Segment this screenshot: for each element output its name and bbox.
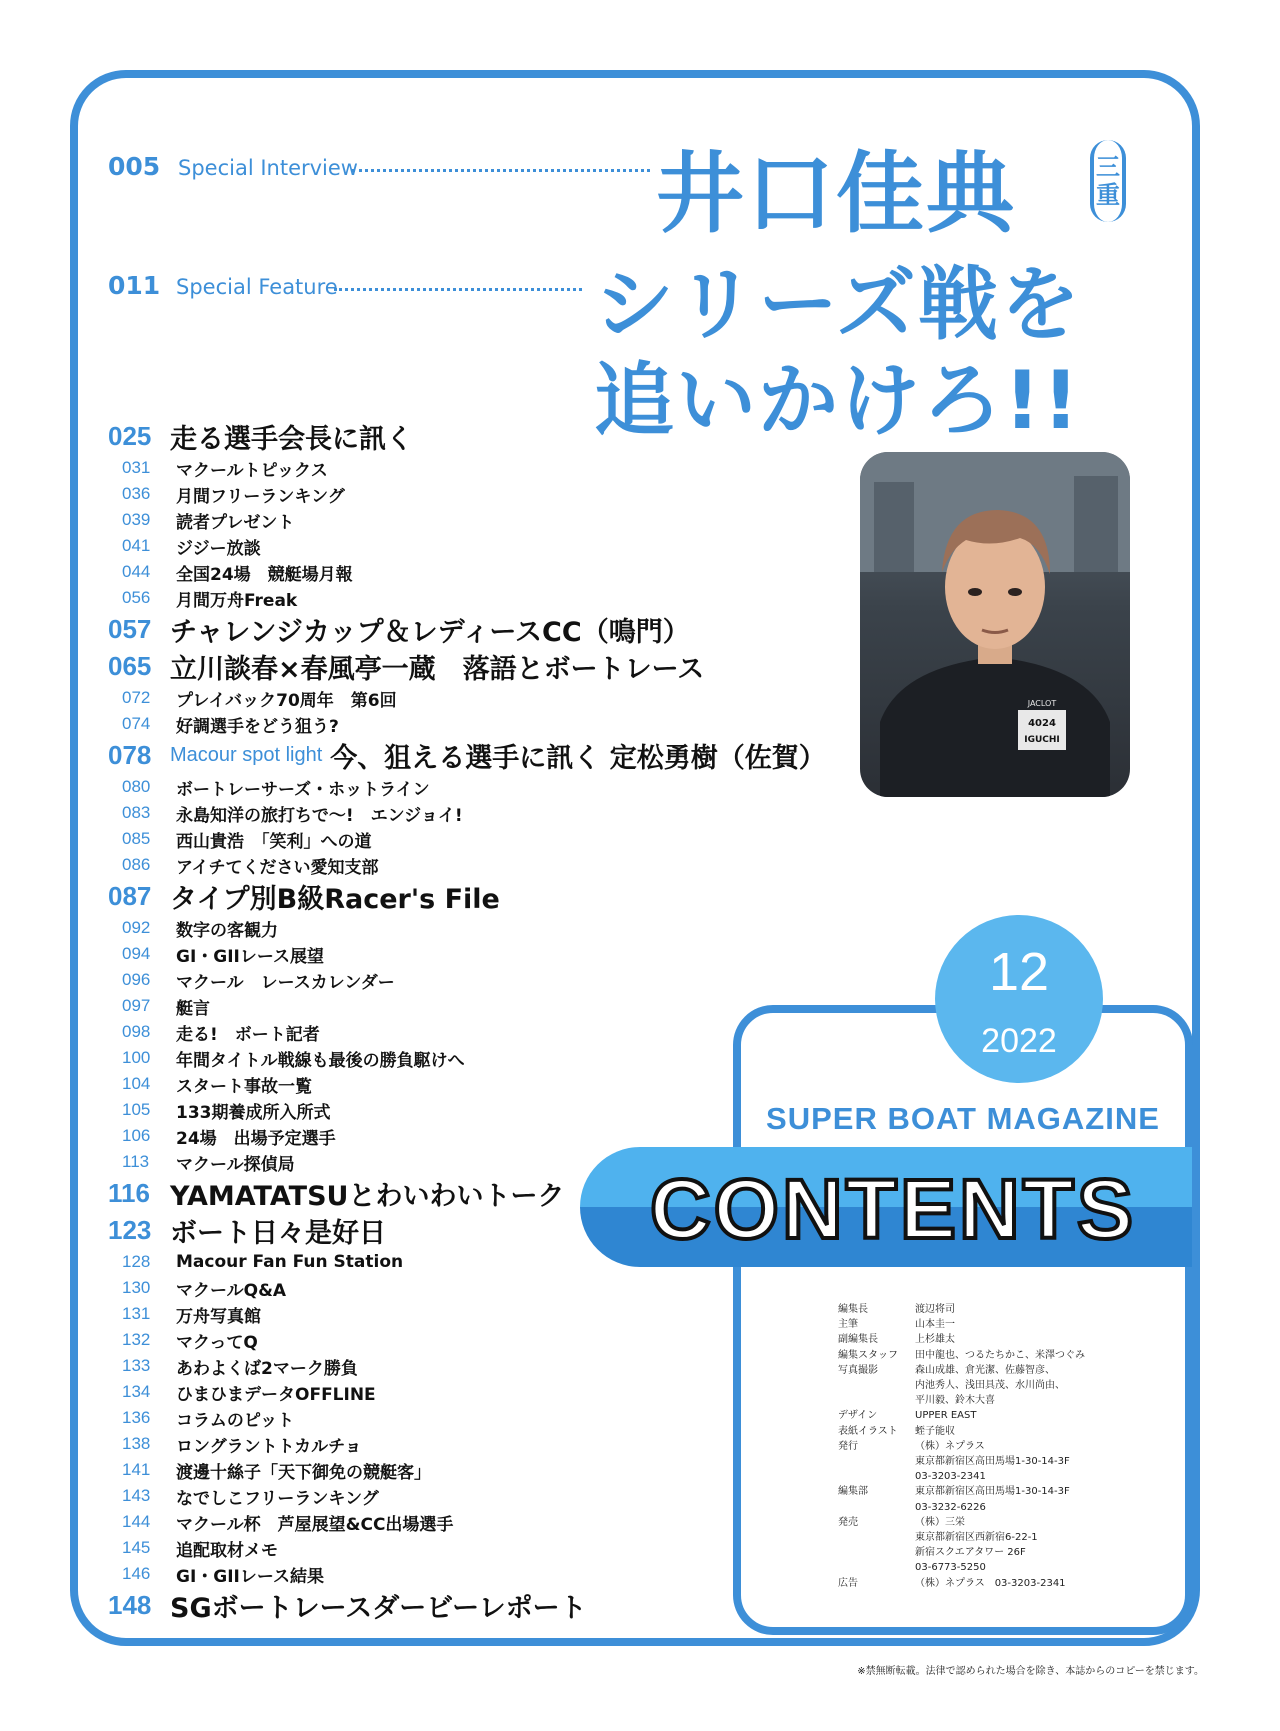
toc-title: チャレンジカップ＆レディースCC（鳴門）: [170, 617, 690, 648]
toc-page-number: 031: [122, 458, 151, 477]
toc-title: GI・GIIレース展望: [176, 946, 325, 967]
toc-entry: [108, 533, 908, 559]
toc-entry: [108, 418, 908, 455]
toc-page-number: 134: [122, 1382, 151, 1401]
toc-page-number: 123: [108, 1215, 152, 1245]
toc-page-number: 100: [122, 1048, 151, 1067]
toc-title: SGボートレースダービーレポート: [170, 1593, 587, 1624]
credit-value: （株）ネプラス 03-3203-2341: [915, 1577, 1066, 1589]
credit-row: [838, 1469, 1178, 1484]
toc-title: あわよくば2マーク勝負: [176, 1358, 358, 1379]
toc-entry: [108, 559, 908, 585]
credit-role: 写真撮影: [838, 1364, 878, 1376]
credit-value: 東京都新宿区西新宿6-22-1: [915, 1532, 1038, 1544]
issue-year: 2022: [981, 1022, 1057, 1060]
toc-page-number: 145: [122, 1538, 151, 1557]
credit-role: [838, 1545, 915, 1560]
credit-row: [838, 1393, 1178, 1408]
toc-entry: [108, 941, 908, 967]
toc-title: マクール杯 芦屋展望&CC出場選手: [176, 1514, 454, 1535]
credit-role: 編集部: [838, 1486, 868, 1498]
toc-title: マクールQ&A: [176, 1280, 287, 1301]
toc-title: 好調選手をどう狙う?: [176, 716, 339, 737]
dotted-leader: [352, 169, 650, 172]
toc-page-number: 097: [122, 996, 151, 1015]
credit-value: 田中龍也、つるたちかこ、米澤つぐみ: [915, 1349, 1085, 1361]
credit-row: [838, 1332, 1178, 1347]
feature-label: Special Feature: [176, 275, 338, 299]
toc-title: ジジー放談: [176, 538, 261, 559]
copyright-notice: ※禁無断転載。法律で認められた場合を除き、本誌からのコピーを禁じます。: [857, 1666, 1204, 1677]
feature-label: Special Interview: [178, 156, 358, 180]
credit-value: 03-6773-5250: [915, 1562, 986, 1574]
credit-role: [838, 1454, 915, 1469]
toc-entry: [108, 648, 908, 685]
staff-credits: [838, 1302, 1178, 1591]
toc-page-number: 080: [122, 777, 151, 796]
toc-page-number: 086: [122, 855, 151, 874]
toc-title: マクールトピックス: [176, 460, 328, 481]
credit-value: 渡辺将司: [915, 1304, 955, 1315]
toc-page-number: 092: [122, 918, 151, 937]
toc-entry: [108, 800, 908, 826]
toc-page-number: 128: [122, 1252, 151, 1271]
headline-line3: 追いかけろ!!: [594, 354, 1081, 447]
credit-row: [838, 1454, 1178, 1469]
headline-line2: シリーズ戦を: [594, 258, 1082, 351]
toc-title: GI・GIIレース結果: [176, 1566, 325, 1587]
credit-role: 発行: [838, 1440, 858, 1452]
toc-page-number: 065: [108, 651, 152, 681]
toc-page-number: 116: [108, 1178, 150, 1208]
credit-value: 上杉雄太: [915, 1334, 955, 1346]
toc-entry: [108, 737, 908, 774]
credit-row: [838, 1576, 1178, 1591]
toc-page-number: 105: [122, 1100, 151, 1119]
credit-value: （株）ネプラス: [915, 1440, 985, 1452]
toc-page-number: 096: [122, 970, 151, 989]
toc-title: マクール レースカレンダー: [176, 972, 395, 993]
credit-row: [838, 1317, 1178, 1332]
credit-value: （株）三栄: [915, 1516, 965, 1528]
toc-title: プレイバック70周年 第6回: [176, 690, 397, 711]
feature-number: 005: [108, 152, 161, 181]
badge-brand: JACLOT: [1027, 699, 1057, 708]
credit-role: [838, 1469, 915, 1484]
credit-value: 山本圭一: [915, 1319, 955, 1331]
badge-number: 4024: [1028, 718, 1056, 729]
credit-role: 編集スタッフ: [838, 1349, 898, 1361]
toc-prefix: Macour spot light: [170, 744, 323, 766]
toc-entry: [108, 481, 908, 507]
toc-entry: [108, 826, 908, 852]
portrait-illustration: [860, 452, 1130, 797]
credit-row: [838, 1530, 1178, 1545]
credit-role: 表紙イラスト: [838, 1425, 898, 1437]
toc-page-number: 057: [108, 614, 152, 644]
credit-row: [838, 1515, 1178, 1530]
headline-name: 井口佳典: [656, 142, 1017, 245]
toc-entry: [108, 685, 908, 711]
credit-row: [838, 1439, 1178, 1454]
toc-title: ロングラントトカルチョ: [176, 1436, 362, 1457]
toc-entry: [108, 455, 908, 481]
credit-value: 東京都新宿区高田馬場1-30-14-3F: [915, 1486, 1070, 1498]
credit-row: [838, 1560, 1178, 1575]
toc-page-number: 106: [122, 1126, 151, 1145]
credit-value: 03-3203-2341: [915, 1471, 986, 1483]
credit-row: [838, 1408, 1178, 1423]
issue-month: 12: [988, 942, 1050, 1002]
toc-page-number: 146: [122, 1564, 151, 1583]
toc-page-number: 074: [122, 714, 151, 733]
credit-value: 東京都新宿区高田馬場1-30-14-3F: [915, 1456, 1070, 1468]
toc-entry: [108, 774, 908, 800]
toc-page-number: 036: [122, 484, 151, 503]
toc-page-number: 078: [108, 740, 152, 770]
toc-entry: [108, 878, 908, 915]
credit-row: [838, 1348, 1178, 1363]
toc-title: 西山貴浩 「笑利」への道: [176, 831, 372, 852]
toc-entry: [108, 711, 908, 737]
toc-entry: [108, 852, 908, 878]
toc-page-number: 138: [122, 1434, 151, 1453]
toc-page-number: 025: [108, 421, 152, 451]
prefecture-char: 三: [1096, 153, 1120, 181]
credit-role: 発売: [838, 1516, 858, 1528]
toc-title: 24場 出場予定選手: [176, 1128, 336, 1149]
prefecture-char: 重: [1096, 181, 1120, 209]
credit-row: [838, 1424, 1178, 1439]
toc-page-number: 098: [122, 1022, 151, 1041]
toc-title: 走る! ボート記者: [176, 1024, 320, 1045]
toc-page-number: 148: [108, 1590, 152, 1620]
contents-word: CONTENTS: [650, 1162, 1136, 1256]
toc-page-number: 133: [122, 1356, 151, 1375]
credit-role: [838, 1393, 915, 1408]
toc-page-number: 104: [122, 1074, 151, 1093]
credit-role: 副編集長: [838, 1334, 878, 1346]
credit-value: 内池秀人、浅田具茂、水川尚由、: [915, 1380, 1065, 1392]
contents-band: [580, 1147, 1192, 1267]
toc-page-number: 072: [122, 688, 151, 707]
toc-title: 追配取材メモ: [176, 1540, 278, 1561]
toc-title: 渡邊十絲子「天下御免の競艇客」: [176, 1462, 431, 1483]
toc-page-number: 130: [122, 1278, 151, 1297]
toc-page-number: 113: [122, 1152, 150, 1171]
toc-title: 立川談春×春風亭一蔵 落語とボートレース: [170, 654, 705, 685]
credit-value: UPPER EAST: [915, 1410, 977, 1422]
credit-row: [838, 1545, 1178, 1560]
toc-title: ボート日々是好日: [170, 1218, 386, 1249]
toc-title: ひまひまデータOFFLINE: [176, 1384, 376, 1405]
toc-title: アイチてください愛知支部: [176, 857, 379, 878]
toc-title: ボートレーサーズ・ホットライン: [176, 779, 430, 800]
toc-page-number: 083: [122, 803, 151, 822]
credit-role: デザイン: [838, 1410, 878, 1422]
toc-entry: [108, 967, 908, 993]
toc-title: 月間フリーランキング: [176, 486, 345, 507]
toc-title: 艇言: [176, 998, 210, 1019]
credit-value: 03-3232-6226: [915, 1501, 986, 1513]
credit-value: 森山成雄、倉光潔、佐藤智彦、: [915, 1364, 1055, 1376]
toc-title: タイプ別B級Racer's File: [170, 884, 500, 915]
toc-page-number: 087: [108, 881, 152, 911]
toc-page-number: 041: [122, 536, 151, 555]
toc-page-number: 136: [122, 1408, 151, 1427]
credit-row: [838, 1302, 1178, 1317]
credit-role: [838, 1500, 915, 1515]
headline-prefecture: [1090, 140, 1126, 222]
cover-photo: [860, 452, 1130, 797]
toc-title: スタート事故一覧: [176, 1076, 312, 1097]
toc-page-number: 094: [122, 944, 151, 963]
toc-title: なでしこフリーランキング: [176, 1488, 379, 1509]
toc-page-number: 131: [122, 1304, 151, 1323]
credit-role: [838, 1378, 915, 1393]
toc-entry: [108, 611, 908, 648]
credit-role: [838, 1560, 915, 1575]
dotted-leader: [334, 288, 582, 291]
credit-value: 平川毅、鈴木大喜: [915, 1395, 995, 1407]
toc-title: 今、狙える選手に訊く 定松勇樹（佐賀）: [330, 743, 826, 774]
toc-page-number: 144: [122, 1512, 151, 1531]
toc-title: 133期養成所入所式: [176, 1102, 331, 1123]
toc-title: Macour Fan Fun Station: [176, 1252, 404, 1272]
toc-title: YAMATATSUとわいわいトーク: [170, 1181, 565, 1212]
toc-title: 永島知洋の旅打ちで〜! エンジョイ!: [176, 805, 463, 826]
credit-value: 新宿スクエアタワー 26F: [915, 1547, 1026, 1559]
toc-entry: [108, 507, 908, 533]
toc-page-number: 044: [122, 562, 151, 581]
credit-role: 編集長: [838, 1304, 868, 1315]
feature-number: 011: [108, 271, 161, 300]
toc-page-number: 143: [122, 1486, 151, 1505]
credit-role: [838, 1530, 915, 1545]
issue-badge: [935, 915, 1103, 1083]
toc-page-number: 141: [122, 1460, 151, 1479]
toc-title: 数字の客観力: [176, 920, 278, 941]
toc-title: コラムのピット: [176, 1410, 295, 1431]
toc-title: 全国24場 競艇場月報: [176, 564, 353, 585]
credit-value: 蛭子能収: [915, 1425, 955, 1437]
credit-row: [838, 1378, 1178, 1393]
toc-page-number: 132: [122, 1330, 151, 1349]
toc-page-number: 056: [122, 588, 151, 607]
toc-entry: [108, 585, 908, 611]
toc-title: 走る選手会長に訊く: [170, 424, 413, 455]
credit-role: 広告: [838, 1577, 858, 1589]
badge-name: IGUCHI: [1024, 735, 1060, 745]
toc-title: マクってQ: [176, 1332, 258, 1353]
credit-row: [838, 1484, 1178, 1499]
toc-title: 年間タイトル戦線も最後の勝負駆けへ: [176, 1050, 465, 1071]
magazine-name: SUPER BOAT MAGAZINE: [766, 1101, 1160, 1136]
toc-page-number: 085: [122, 829, 151, 848]
toc-title: 月間万舟Freak: [176, 590, 298, 611]
toc-title: 読者プレゼント: [176, 512, 295, 533]
toc-title: マクール探偵局: [176, 1154, 295, 1175]
credit-row: [838, 1500, 1178, 1515]
toc-page-number: 039: [122, 510, 151, 529]
toc-title: 万舟写真館: [176, 1306, 261, 1327]
credit-row: [838, 1363, 1178, 1378]
credit-role: 主筆: [838, 1319, 858, 1331]
toc-entry: [108, 915, 908, 941]
